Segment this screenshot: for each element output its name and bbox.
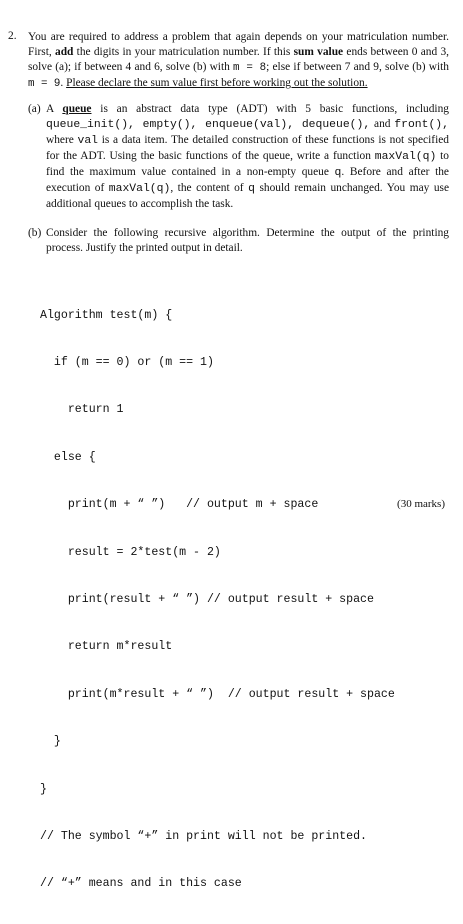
code-line: return 1 <box>40 403 124 417</box>
part-a-text-2: is an abstract data type (ADT) with 5 basic functions, including <box>91 103 449 115</box>
part-a-text-3: and <box>370 118 395 130</box>
code-line: } <box>40 735 61 749</box>
marks-label: (30 marks) <box>397 498 445 510</box>
question-number: 2. <box>8 30 17 42</box>
code-line: } <box>40 782 47 796</box>
code-line: if (m == 0) or (m == 1) <box>40 355 214 369</box>
part-a-text-4: where <box>46 134 78 146</box>
code-line: result = 2*test(m - 2) <box>40 545 221 559</box>
question-intro <box>28 30 449 92</box>
intro-m-8: m = 8 <box>233 62 267 74</box>
algorithm-code <box>40 276 450 924</box>
code-line: return m*result <box>40 640 173 654</box>
part-b-label: (b) <box>28 227 42 239</box>
part-a-front: front(), <box>394 119 449 131</box>
intro-text-3: ends between 0 and 3, solve (a); if between 4 and 6, solve (b) with <box>28 46 449 73</box>
part-a-body <box>46 102 449 212</box>
intro-text-4: ; else if between 7 and 9, solve (b) with <box>266 61 449 73</box>
intro-m-9: m = 9 <box>28 78 61 90</box>
part-a-functions: queue_init(), empty(), enqueue(val), dequeue(), <box>46 119 371 131</box>
part-a <box>28 102 449 212</box>
intro-declare-note: Please declare the sum value first before working out the solution. <box>66 77 368 89</box>
code-line: print(result + “ ”) // output result + space <box>40 592 374 606</box>
part-a-text-1: A <box>46 103 63 115</box>
part-b <box>28 226 449 256</box>
part-a-val: val <box>77 135 99 147</box>
part-a-maxval-2: maxVal(q) <box>108 183 171 195</box>
part-b-body: Consider the following recursive algorithm. Determine the output of the printing process. Justify the printed output in detail. <box>46 227 449 254</box>
part-a-label: (a) <box>28 103 41 115</box>
intro-text-2: the digits in your matriculation number. If this <box>73 46 294 58</box>
code-line: print(m*result + “ ”) // output result + space <box>40 687 395 701</box>
intro-add: add <box>55 46 74 58</box>
part-a-text-8: , the content of <box>170 182 249 194</box>
part-a-text-5: is a data item. The detailed construction of these functions is not specified for the ADT. Using the basic functions of the queue, write a function <box>46 134 449 162</box>
intro-sum-value: sum value <box>293 46 344 58</box>
code-line: Algorithm test(m) { <box>40 308 173 322</box>
part-a-text-7: . Before and after the execution of <box>46 166 449 194</box>
part-a-queue: queue <box>62 103 92 115</box>
part-a-maxval: maxVal(q) <box>374 151 437 163</box>
intro-text-5: . <box>60 77 67 89</box>
code-line: print(m + “ ”) // output m + space <box>40 498 319 512</box>
code-line: // The symbol “+” in print will not be printed. <box>40 829 367 843</box>
part-a-text-9: should remain unchanged. You may use additional queues to accomplish the task. <box>46 182 450 210</box>
part-a-q: q <box>334 167 342 179</box>
intro-text-1: You are required to address a problem that again depends on your matriculation number. First, <box>28 31 449 58</box>
part-a-q-2: q <box>248 183 255 195</box>
code-line: else { <box>40 450 96 464</box>
code-line: // “+” means and in this case <box>40 877 242 891</box>
part-a-text-6: to find the maximum value contained in a non-empty queue <box>46 150 450 178</box>
